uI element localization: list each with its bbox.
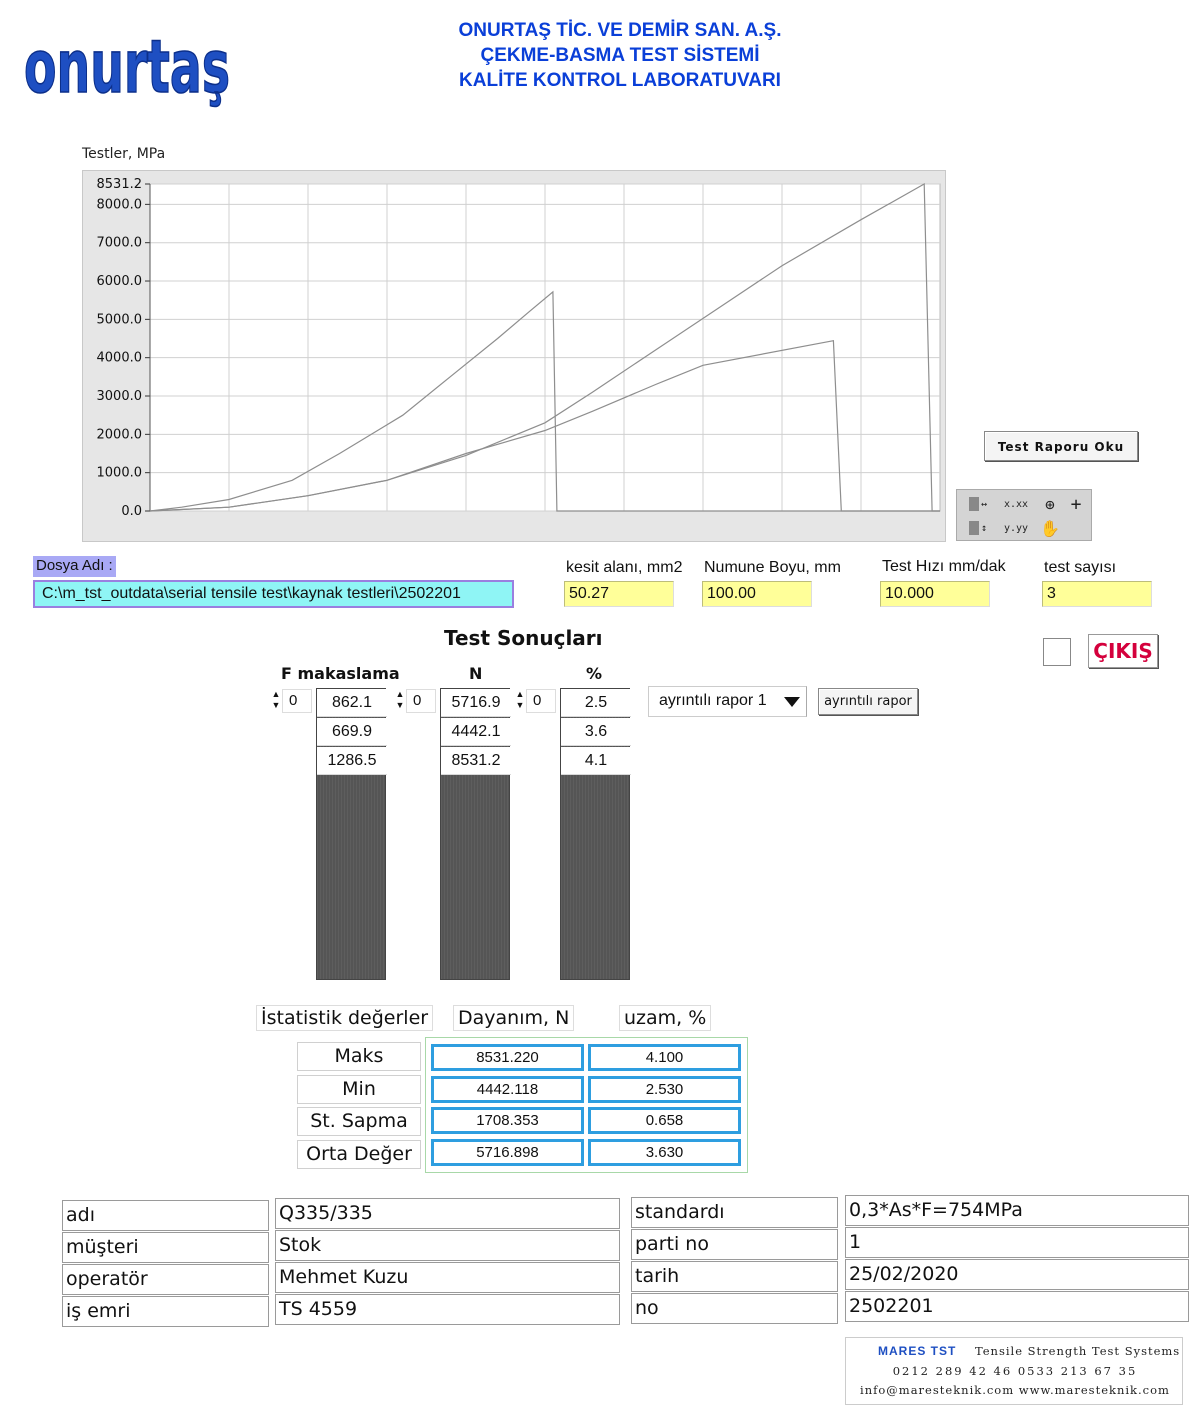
company-name: ONURTAŞ TİC. VE DEMİR SAN. A.Ş. bbox=[458, 20, 782, 41]
info-value-standard[interactable]: 0,3*As*F=754MPa bbox=[845, 1195, 1189, 1226]
info-label-batch: parti no bbox=[631, 1229, 838, 1260]
exit-button[interactable]: ÇIKIŞ bbox=[1088, 634, 1158, 668]
test-speed-input[interactable]: 10.000 bbox=[880, 581, 990, 607]
stats-mean-strength: 5716.898 bbox=[431, 1139, 584, 1166]
spin-arrows-icon[interactable]: ▲ ▼ bbox=[395, 689, 405, 710]
array-cell[interactable]: 1286.5 bbox=[317, 747, 387, 775]
x-format-label: x.xx bbox=[1003, 498, 1029, 510]
info-value-name[interactable]: Q335/335 bbox=[275, 1198, 620, 1229]
stats-row-label-max: Maks bbox=[297, 1042, 421, 1071]
info-label-customer: müşteri bbox=[62, 1232, 269, 1263]
col-header-f-makaslama: F makaslama bbox=[281, 664, 400, 683]
footer-tagline: Tensile Strength Test Systems bbox=[974, 1344, 1181, 1358]
onurtas-logo bbox=[22, 6, 237, 110]
info-label-operator: operatör bbox=[62, 1264, 269, 1295]
file-name-label: Dosya Adı : bbox=[33, 556, 116, 577]
array-cell[interactable]: 5716.9 bbox=[441, 689, 511, 717]
y-autoscale-icon[interactable]: ↕ bbox=[959, 517, 997, 539]
info-label-name: adı bbox=[62, 1200, 269, 1231]
specimen-length-label: Numune Boyu, mm bbox=[704, 559, 841, 576]
report-select[interactable] bbox=[648, 686, 807, 717]
stats-row-label-min: Min bbox=[297, 1075, 421, 1104]
index-value[interactable]: 0 bbox=[282, 689, 312, 713]
test-chart[interactable] bbox=[82, 170, 946, 542]
col-header-n: N bbox=[469, 664, 483, 683]
array-cell[interactable]: 669.9 bbox=[317, 718, 387, 746]
stats-min-elongation: 2.530 bbox=[588, 1076, 741, 1103]
stats-col-elongation: uzam, % bbox=[619, 1005, 711, 1031]
vendor-footer bbox=[845, 1337, 1183, 1405]
y-tick-label: 7000.0 bbox=[96, 235, 142, 251]
footer-brand: MARES TST bbox=[878, 1344, 957, 1358]
info-value-work-order[interactable]: TS 4559 bbox=[275, 1294, 620, 1325]
chart-caption: Testler, MPa bbox=[82, 146, 166, 162]
index-value[interactable]: 0 bbox=[526, 689, 556, 713]
index-control-1[interactable] bbox=[270, 689, 312, 713]
results-title: Test Sonuçları bbox=[444, 626, 603, 650]
logo-text: onurtaş bbox=[24, 23, 230, 110]
index-control-2[interactable] bbox=[394, 689, 436, 713]
stats-title: İstatistik değerler bbox=[256, 1005, 433, 1031]
zoom-icon[interactable]: ⊕ bbox=[1045, 494, 1055, 514]
lab-name: KALİTE KONTROL LABORATUVARI bbox=[459, 70, 781, 91]
stats-mean-elongation: 3.630 bbox=[588, 1139, 741, 1166]
array-cell[interactable]: 4442.1 bbox=[441, 718, 511, 746]
footer-phones: 0212 289 42 46 0533 213 67 35 bbox=[892, 1364, 1138, 1378]
spin-arrows-icon[interactable]: ▲ ▼ bbox=[515, 689, 525, 710]
cross-section-label: kesit alanı, mm2 bbox=[566, 559, 683, 576]
array-cell[interactable]: 3.6 bbox=[561, 718, 631, 746]
col-header-percent: % bbox=[586, 664, 603, 683]
array-cell[interactable]: 862.1 bbox=[317, 689, 387, 717]
file-path-field[interactable]: C:\m_tst_outdata\serial tensile test\kaynak testleri\2502201 bbox=[33, 580, 514, 608]
info-label-work-order: iş emri bbox=[62, 1296, 269, 1327]
y-tick-label: 4000.0 bbox=[96, 350, 142, 366]
dropdown-arrow-icon bbox=[784, 697, 800, 707]
y-format-label: y.yy bbox=[1003, 522, 1029, 534]
test-raporu-oku-button[interactable]: Test Raporu Oku bbox=[984, 431, 1138, 461]
info-label-standard: standardı bbox=[631, 1197, 838, 1228]
stats-stdev-elongation: 0.658 bbox=[588, 1107, 741, 1134]
pan-hand-icon[interactable]: ✋ bbox=[1040, 518, 1060, 538]
array-cell[interactable]: 4.1 bbox=[561, 747, 631, 775]
x-format-button[interactable] bbox=[997, 493, 1035, 515]
exit-indicator-checkbox[interactable] bbox=[1043, 638, 1071, 666]
y-tick-label: 5000.0 bbox=[96, 312, 142, 328]
test-count-input[interactable]: 3 bbox=[1042, 581, 1152, 607]
array-n bbox=[440, 688, 510, 980]
array-f-makaslama bbox=[316, 688, 386, 980]
footer-contact: info@maresteknik.com www.maresteknik.com bbox=[860, 1383, 1170, 1397]
index-control-3[interactable] bbox=[514, 689, 556, 713]
spin-arrows-icon[interactable]: ▲ ▼ bbox=[271, 689, 281, 710]
y-tick-label: 8000.0 bbox=[96, 197, 142, 213]
test-count-label: test sayısı bbox=[1044, 559, 1117, 576]
stats-col-strength: Dayanım, N bbox=[453, 1005, 574, 1031]
info-value-customer[interactable]: Stok bbox=[275, 1230, 620, 1261]
index-value[interactable]: 0 bbox=[406, 689, 436, 713]
stats-min-strength: 4442.118 bbox=[431, 1076, 584, 1103]
y-tick-label: 6000.0 bbox=[96, 274, 142, 290]
y-tick-label: 8531.2 bbox=[96, 177, 142, 192]
array-cell[interactable]: 2.5 bbox=[561, 689, 631, 717]
footer-line1 bbox=[878, 1344, 1180, 1358]
info-label-no: no bbox=[631, 1293, 838, 1324]
y-tick-label: 2000.0 bbox=[96, 427, 142, 443]
stats-max-elongation: 4.100 bbox=[588, 1044, 741, 1071]
info-label-date: tarih bbox=[631, 1261, 838, 1292]
array-cell[interactable]: 8531.2 bbox=[441, 747, 511, 775]
stats-row-label-stdev: St. Sapma bbox=[297, 1107, 421, 1136]
info-value-operator[interactable]: Mehmet Kuzu bbox=[275, 1262, 620, 1293]
graph-palette bbox=[956, 489, 1092, 541]
y-format-button[interactable] bbox=[997, 517, 1035, 539]
plus-glyph: + bbox=[1070, 493, 1082, 515]
stats-row-label-mean: Orta Değer bbox=[297, 1140, 421, 1169]
specimen-length-input[interactable]: 100.00 bbox=[702, 581, 812, 607]
crosshair-icon[interactable] bbox=[1063, 493, 1089, 515]
info-value-date[interactable]: 25/02/2020 bbox=[845, 1259, 1189, 1290]
detailed-report-button[interactable]: ayrıntılı rapor bbox=[818, 688, 918, 715]
y-tick-label: 1000.0 bbox=[96, 465, 142, 481]
y-tick-label: 3000.0 bbox=[96, 389, 142, 405]
stats-max-strength: 8531.220 bbox=[431, 1044, 584, 1071]
system-name: ÇEKME-BASMA TEST SİSTEMİ bbox=[480, 45, 760, 66]
report-select-value: ayrıntılı rapor 1 bbox=[659, 692, 767, 709]
cross-section-input[interactable]: 50.27 bbox=[564, 581, 674, 607]
info-value-batch[interactable]: 1 bbox=[845, 1227, 1189, 1258]
x-autoscale-icon[interactable]: ↔ bbox=[959, 493, 997, 515]
test-speed-label: Test Hızı mm/dak bbox=[882, 558, 1006, 575]
array-percent bbox=[560, 688, 630, 980]
y-tick-label: 0.0 bbox=[121, 504, 142, 519]
info-value-no[interactable]: 2502201 bbox=[845, 1291, 1189, 1322]
stats-stdev-strength: 1708.353 bbox=[431, 1107, 584, 1134]
